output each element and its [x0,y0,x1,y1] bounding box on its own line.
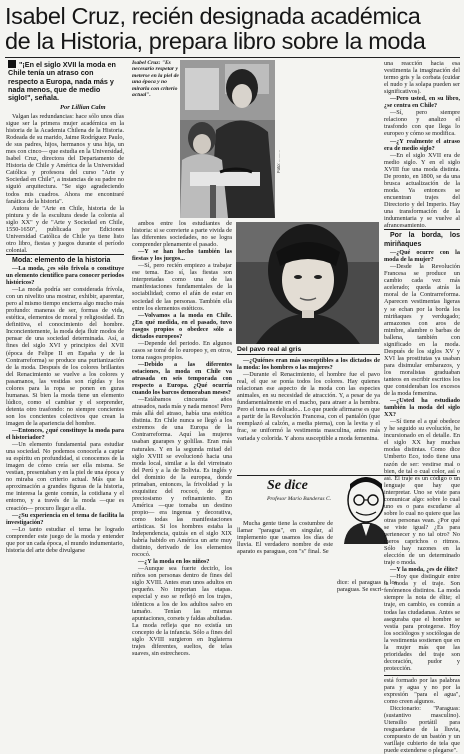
column-2 [132,220,232,657]
col4-question: —Y la moda, ¿es de élite? [390,566,458,574]
photo-isabel-cruz-group [180,60,275,218]
col4-paragraph: —En el siglo XVII era de medio siglo. Y en el siglo XVIII fue una moda distinta. De pronto, en 1800, se da una brusca actualización de la moda. Ya entonces se encuentran trajes del Directorio y del Imperio. Hay una transformación de la indumentaria y se vuelve al afrancesamiento. [384,151,460,230]
photo-1-image [180,60,275,218]
col2-question: —Y se han hecho también las fiestas y los juegos... [132,248,232,263]
col4-paragraph: —Desde la Revolución Francesa se produce un cambio cada vez más acelerado; queda atrás la moral de la Contrarreforma. Aparecen vestimentas ligeras y se echan por la borda los miriñaques y verdugado; armazones con aros de mimbre, alambre o barbas de ballena, también con significado en la moda. Después de los siglos XV y XVI las prostitutas ya usaban para disimular embarazos, y los moralistas graduaban tanteos en escribir escritos los que consideraban los excesos de la moda femenina. [384,263,460,398]
col1-paragraph: Autora de "Arte en Chile, historia de la pintura y de la escultura desde la colonia al siglo XX" y de "Arte y Sociedad en Chile, 1550-1650", publicada por Ediciones Universidad Católica de Chile ya tiene listo otro libro, fiestas y juegos durante el período colonial. [6,204,124,254]
col3-paragraph: —Durante el Renacimiento, el hombre fue el pavo real, el que se ponía todos los colores. Hay quienes relacionan ese aspecto de la moda con las especies animales, en su necesidad de atracción. Y, a pesar de ya fundamentalmente en el macho, para atraer a la hembra. Pero el tema es delicado... Lo que puede afirmarse es que a partir de la Revolución Francesa, con el pantalón (que reemplazó al calzón, a media pierna), con la levita y el frac, se uniformó la vestimenta masculina, antes más variada y colorida. Y ahora susceptible a moda femenina. [237,371,380,442]
col4-paragraph: —Sí, pero siempre relaciono y analizo el trasfondo con que llega lo europeo y cómo se modifica. [384,109,460,138]
col4-paragraph: —Hoy que distinguir entre la moda y el traje. Son fenómenos distintos. La moda siempre la nota de élite; el traje, en cambio, es común a todas las ciudadanas. Antes se aseguraba que el hombre se vestía para protegerse. Hoy los sociólogos y sociólogas de la vestimenta sostienen que en la mujer más que las prioridades del traje son decoración, pudor y protección. [384,573,460,672]
col4-question: —¿Qué ocurre con la moda de la mujer? [384,249,460,264]
se-dice-text-left [237,520,333,594]
col4-question: —¿Y realmente el atraso era de medio siglo? [384,137,460,152]
col3-question: —¿Quiénes eran más susceptibles a los dictados de la moda: los hombres o las mujeres? [237,357,380,372]
headline-rule [5,57,460,58]
col4-paragraph: —Sí tiene el a qué obedece y he seguido su evolución, he incursionado en el detalle. En el siglo XX hay muchas modas distintas. Como dice Umberto Eco, todo tiene una razón de ser: vestirse mal o bien, de tal o cual color, así o así. El traje es un código o un lenguaje que hay que interpretar. Uno se viste para comunicar algo: sobre lo cual uno es o para escudarse al sobre lo cual no quiere que las otras personas vean. ¿Por qué se viste igual? ¿Es para pertenecer y no tal otro? No meros caprichos o ritmos. Sólo hay razones en la elección de un determinado traje o moda. [384,418,460,567]
col2-paragraph: ambos entre los estudiantes de historia: si se convierte a parte vivida de las diferentes sociedades, no se logra comprender plenamente el pasado. [132,220,232,249]
col1-subhead: Moda: elemento de la historia [6,254,124,265]
col1-question: —Entonces, ¿qué constituye la moda para el historiador? [6,427,124,442]
col1-question: —¿Su experiencia en el tema de facilita la investigación? [6,511,124,526]
col2-paragraph: —Depende del periodo. En algunos casos se tomé de lo europeo y, en otros, toma rasgos propios. [132,339,232,361]
col4-paragraph: una reacción hacia esa vestimenta la imaginación del termo gris y la corbata (cuidar el nudo y la solapa pueden ser significativos). [384,60,460,96]
headline [5,4,461,54]
photo-1-caption: Isabel Cruz: "Es necesario respetar y meterse en la piel de una época y no mirarla con criterio actual". [132,60,179,99]
col4-paragraph: Diccionario: "Paraguas: (sustantivo masculino). Utensilio portátil para resguardarse de la lluvia, compuesto de un bastón y un varillaje cubierto de tela que puede extenderse o plegarse". [384,705,460,754]
col1-paragraph: —Lo tanto estudiar el tema he logrado comprender este juego de la moda y entender que por un cada época, el mundo indumentario, historia del arte debe divulgarse [6,525,124,554]
col1-paragraph: Valgan las redundancias: hace sólo unos días sigue ser la primera mujer académica en la historia de la Academia Chilena de la Historia. Rodeada de su marido, Jaime Rodríguez Paulo, de sus padres, hijos, hermanos y una hija, un mes con cinco— que estudia en la Universidad, Isabel Cruz, directora del Departamento de Historia de Chile y América de la Universidad Católica y profesora del curso "Arte y Sociedad en Chile", a instancias de su padre no siguió arquitectura. "Se sigo agradeciendo todos mis cuadros. Ahora me encontraré fanática de la historia". [6,113,124,205]
photo-1-credit: Foto: .......... [276,150,281,173]
headline-line-1: Isabel Cruz, recién designada académica [5,3,421,29]
col4-question: —Pero usted, en su libro, ¿se centra en Chile? [384,95,460,110]
col2-paragraph: —Sí, pero recién empiezo a trabajar ese tema. Eso sí, las fiestas son interpretadas como una de las manifestaciones fundamentales de la sociabilidad; como el afán de estar en sociedad de las personas. También ella entre los elementos estéticos. [132,262,232,312]
col4-question: —¿Usted ha estudiado también la moda del siglo XX? [384,397,460,419]
lead-bullet-icon [8,60,16,68]
photo-isabel-cruz-portrait [236,222,379,344]
col4-paragraph: está formado por las palabras para y agua y no por la expresión "para el agua", como creen algunos. [384,676,460,706]
column-1 [6,113,124,597]
col1-paragraph: —Un elemento fundamental para estudiar una sociedad. No podemos conocerla a captar su espíritu en profundidad, si conocemos de la imagen de cómo creía ser ella misma. Se vestían, presentaban y en la piel de una época y no miraba con criterio actual. Más que la aproximación a grandes figuras de la historia, me interesa la gente común, la cotidiana y el entorno, y a través de la moda —que es creación— procuro llegar a ella. [6,441,124,512]
col1-paragraph: —La moda podría ser considerada frívola, con un nivelito una mostrar, exhibir, aparentar, pero al mismo tiempo encierra algo mucho más profundo: maneras de ser, formas de vida, estética, elementos de moral y religiosidad. En definitiva, el conocimiento del hombre. Inconcientemente, la moda deja fluir modos de pensar de una sociedad determinada. Así, a fines del siglo XVI y principios del XVII (época de Felipe II en España y de la Contrarreforma) se produce una puritanización de la moda. Después de los colores brillantes del Renacimiento se vuelve a los colores y pasamanos, las vestidas son rígidas y los colores para la ropa se ponen en guras humanas. Si bien la moda tiene un elemento lúdico, como el cambiar y el sorprender, detenta otro trasfondo: no siempre concientes son los concientes colectivos que crean la imagen de la apariencia del hombre. [6,286,124,427]
col2-paragraph: —Aunque sea fuerte decirlo, los niños son personas dentro de fines del siglo XVIII. Antes eran unos adultos en pequeño. No importan las etapas. especial y eso se reflejó en los trajes, idénticos a los de los adultos salvo en tamaño. Tenían las mismas apuntaciones, corsets y faldas abultadas. La moda refleja que no existía un concepto de la infancia. Sólo a fines del siglo XVIII surgieron en Inglaterra trajes diferentes, sueltos, de telas suaves, sin estrecheces. [132,565,232,657]
col1-question: —La moda, ¿es sólo frivola o constituye un elemento científico para conocer periodos históricos? [6,264,124,287]
col2-paragraph: —Estábamos cincuenta años atrasados, nada más y nada menos! Pero más allá del atraso, había una estética distinta. En Chile nunca se llegó a los extremos de una Europa de la Contrarreforma. Aquí las mujeres usaban guarapes y golillas. Eran más naturales. Y en la segunda mitad del siglo XVIII se evolucionó hacia una moda local, similar a la del virreinato del Perú y a la de Bolivia. Es inglés y del dominio de la europea, donde primaban, entonces, la frivolidad y la exquisitez del rococó, de gran preciosismo y refinamiento. En América —que tomaba un destino propio— era ingenua y decorativa, como todas las manifestaciones artísticas. Si los hombres estaba la Independencia, quizás en el siglo XIX habría habido en América un arte muy distinto, derivado de los elementos rococó. [132,396,232,559]
photo-2-caption: Del pavo real al gris [237,346,380,355]
col2-question: —¿Y la moda en los niños? [138,558,210,566]
se-dice-paragraph: dice: el paraguas o los paraguas. Se escri- [337,579,397,594]
se-dice-title: Se dice [267,478,308,493]
lead-text: "¡En el siglo XVII la moda en Chile tenía un atraso con respecto a Europa, nada más y nada menos, que de medio siglo!", señala. [8,60,116,103]
se-dice-author: Profesor Mario Banderas C. [267,496,332,502]
photo-2-image [236,222,379,344]
col4-subhead: Por la borda, los miriñaques [384,229,460,249]
se-dice-paragraph: Mucha gente tiene la costumbre de llamar "paragua", en singular, al implemento que usamos los días de lluvia. El verdadero nombre de este aparato es paraguas, con "s" final. Se [237,520,333,556]
col2-question: —Volvamos a la moda en Chile. ¿En qué medida, en el pasado, tuvo rasgos propios o obedece sólo a dictados europeos? [132,311,232,340]
byline: Por Lillian Calm [60,104,106,111]
column-3 [237,357,380,473]
col2-question: —Debido a las diferentes estaciones, la moda en Chile va atrasada en seis temporada con respecto a Europa. ¿Qué ocurría cuando los barcos demoraban meses? [132,360,232,397]
lead-quote [8,60,123,102]
headline-line-2: de la Historia, prepara libro sobre la moda [5,28,426,54]
column-4 [384,60,460,754]
